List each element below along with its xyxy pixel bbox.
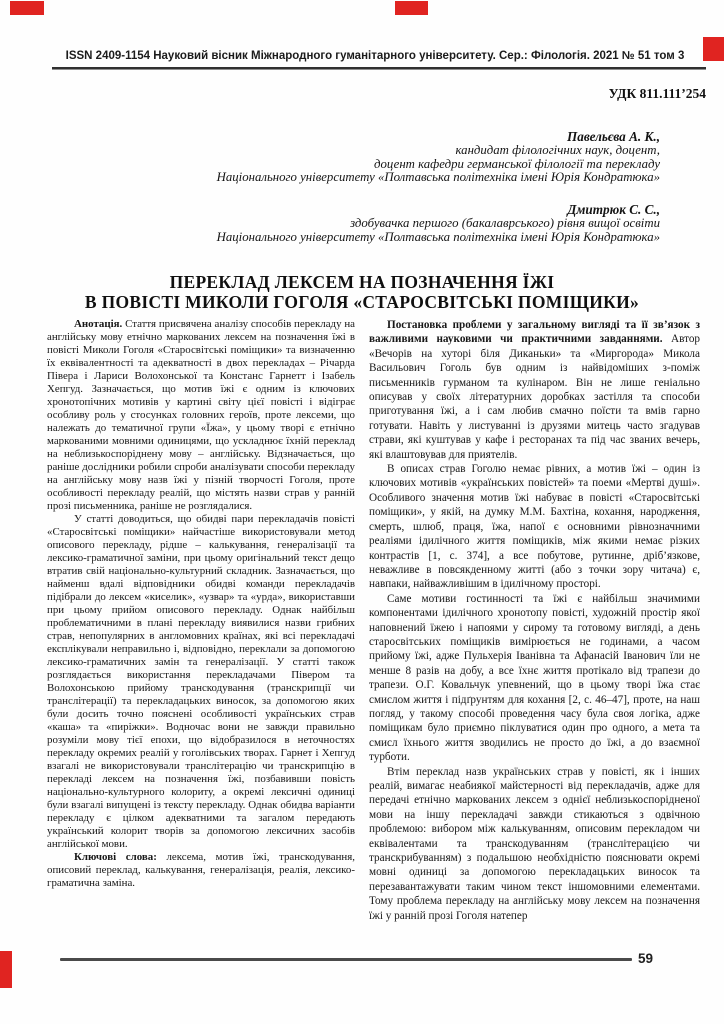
body-paragraph [369,318,700,462]
main-text-column [369,318,700,954]
article-body [47,318,700,954]
footer-rule [60,958,632,961]
author-position-line: доцент кафедри германської філології та перекладу [374,156,660,171]
page-number: 59 [638,951,654,966]
keywords-paragraph [47,851,355,890]
abstract-text: У статті доводиться, що обидві пари перекладачів повісті «Старосвітські поміщики» найчастіше використовували метод описового перекладу, рідше – калькування, генералізації та лексико-граматичної заміни, при цьому оригінальний текст дещо втратив свій національно-культурний складник. Зазначається, що найменш вдалі відповідники обидві команди перекладачів підібрали до лексем «киселик», «узвар» та «урда», використавши при цьому прийом описового перекладу. Однак найбільш проблематичними в плані перекладу виявилися назви грибних страв, непопулярних в англомовних країнах, які всі перекладачі експлікували неправильно і, відповідно, переклали за допомогою лексико-граматичних замін та генералізації. У статті також розглядається використання перекладачами Півером та Волохонською прийому транскодування (транскрипції чи транслітерації) та перекладацьких виносок, за допомогою яких були досить точно пояснені особливості українських страв «каша» та «пиріжки». Водночас вони не завжди правильно розуміли мову тієї епохи, що відобразилося в неточностях перекладу окремих реалій у гоголівських творах. Гарнет і Хепгуд взагалі не використовували транслітерацію чи транскрипцію в перекладі лексем на позначення їжі, позбавивши повість національно-культурного колориту, а окремі лексичні одиниці були взагалі випущені із тексту перекладу. Однак обидва варіанти перекладу є цілком адекватними та загалом передають український колорит творів за допомогою лексичних засобів англійської мови. [47,513,355,850]
body-paragraph [369,462,700,592]
body-text: Саме мотиви гостинності та їжі є найбільш значимими компонентами ідилічного хронотопу повісті, художній простір якої наповнений їжею і напоями у сирому та готовому вигляді, а день старосвітських поміщиків вимірюється не годинами, а часом прийому їжі, адже Пульхерія Іванівна та Афанасій Іванович їли не менше 8 разів на добу, а все їхнє життя протікало від трапези до трапези. О.Г. Ковальчук упевнений, що в цьому творі їжа стає смислом життя і підґрунтям для кохання [2, с. 46–47], проте, на наш погляд, у такому способі проведення часу була своя логіка, адже поміщикам було приємно піклуватися один про одного, а мета та смисл їхнього життя зводились не просто до їжі, а до взаємної турботи. [369,592,700,764]
author-degree-line: кандидат філологічних наук, доцент, [455,142,660,157]
author-affiliation-line: Національного університету «Полтавська політехніка імені Юрія Кондратюка» [216,170,660,185]
scan-mark-bottom-left [0,951,12,988]
abstract-text: Стаття присвячена аналізу способів перекладу на англійську мову етнічно маркованих лексем на позначення їжі в повісті Миколи Гоголя «Старосвітські поміщики» та визначенню їх еквівалентності та адекватності в двох перекладах – Річарда Півера і Лариси Волохонської та Констанс Гарнетт і Ізабель Хепгуд. Зазначається, що мотив їжі є одним із ключових хронотопічних мотивів у картині світу цієї повісті і відіграє особливу роль у стосунках головних героїв, проте лексеми, що належать до тематичної групи «Їжа», у цьому творі є етнічно маркованими мовними одиницями, що ускладнює їхній переклад на неблизькоспоріднену мову – англійську. Відзначається, що раніше дослідники робили спроби аналізувати способи перекладу на англійську мову назв їжі у пізній творчості Гоголя, проте особливості перекладу реалій, що містять назви страв у ранній прозі письменника, раніше не розглядалися. [47,318,355,512]
body-text: В описах страв Гоголю немає рівних, а мотив їжі – один із ключових мотивів «українських повістей» та поеми «Мертві душі». Особливого значення мотив їжі набуває в повісті «Старосвітські поміщики», у якій, на думку М.М. Бахтіна, кохання, народження, смерть, шлюб, праця, їжа, напої є основними рівнозначними реаліями ідилічного життя поміщиків, між якими немає різких контрастів [1, с. 374], а все побутове, рутинне, дріб’язкове, неважливе в повсякденному житті (або з точки зору читача) є, навпаки, найважливішим в ідилічному просторі. [369,463,700,591]
article-title [10,272,714,313]
scan-mark-top-center [395,1,428,15]
problem-statement-label: Постановка проблеми у загальному вигляді та її зв’язок з важливими науковими чи практичними завданнями. [369,319,700,346]
author-degree-line: здобувачка першого (бакалаврського) рівня вищої освіти [350,215,660,230]
body-paragraph [369,592,700,765]
body-text: Автор «Вечорів на хуторі біля Диканьки» та «Миргорода» Микола Васильович Гоголь був одним із найвідоміших з-поміж письменників гурманом та кулінаром. Він не лише геніально описував у своїх літературних доробках застілля та способи приготування їжі, а і сам любив смачно поїсти та вмів гарно готувати. Навіть у листуванні із друзями митець часто згадував страви, які куштував у кафе і ресторанах та під час званих вечерь, які влаштовував для приятелів. [369,333,700,461]
body-text: Втім переклад назв українських страв у повісті, як і інших реалій, вимагає неабиякої майстерності від перекладачів, адже для передачі етнічно маркованих лексем з однієї неблизькоспорідненої мови на іншу перекладачі завжди стикаються з одвічною проблемою: вибором між калькуванням, описовим перекладом чи еквівалентами та транскодуванням (транслітерацією чи транскрибуванням) з подальшою необхідністю пояснювати окремі мовні одиниці за допомогою перекладацьких виносок та перезавантажувати таким чином текст іншомовними елементами. Тому проблема перекладу на англійську мову лексем на позначення їжі у ранній прозі Гоголя натепер [369,765,700,922]
author-name: Павельєва А. К., [567,129,660,144]
keywords-text: лексема, мотив їжі, транскодування, описовий переклад, калькування, генералізація, реалія, лексико-граматична заміна. [47,851,355,889]
journal-running-head: ISSN 2409-1154 Науковий вісник Міжнародного гуманітарного університету. Сер.: Філологія. 2021 № 51 том 3 [65,50,685,62]
abstract-paragraph [47,318,355,513]
author-block-2 [60,203,660,244]
keywords-label: Ключові слова: [74,851,157,863]
udc-code: УДК 811.111’254 [608,86,706,101]
abstract-label: Анотація. [74,318,123,330]
author-affiliation-line: Національного університету «Полтавська політехніка імені Юрія Кондратюка» [216,229,660,244]
scan-mark-top-left [10,1,44,15]
author-name: Дмитрюк С. С., [567,202,660,218]
authors-block [60,130,660,263]
article-title-line-2: В ПОВІСТІ МИКОЛИ ГОГОЛЯ «СТАРОСВІТСЬКІ ПОМІЩИКИ» [84,292,640,313]
abstract-column [47,318,355,954]
header-rule [52,67,706,70]
article-title-line-1: ПЕРЕКЛАД ЛЕКСЕМ НА ПОЗНАЧЕННЯ ЇЖІ [169,271,555,292]
body-paragraph [369,765,700,923]
abstract-paragraph [47,513,355,851]
author-block-1 [60,130,660,185]
